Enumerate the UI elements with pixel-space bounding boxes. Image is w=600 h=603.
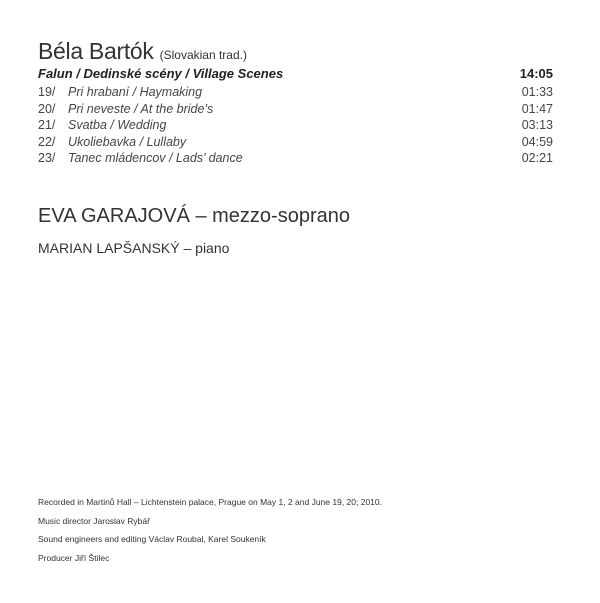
track-duration: 01:47 — [521, 101, 553, 116]
main-performer: EVA GARAJOVÁ – mezzo-soprano — [38, 205, 350, 227]
track-number: 20/ — [38, 101, 56, 116]
track-row — [38, 85, 553, 102]
credit-line: Sound engineers and editing Václav Roubal, Karel Soukeník — [38, 534, 266, 544]
track-row — [38, 135, 553, 152]
track-duration: 02:21 — [521, 151, 553, 165]
work-title: Falun / Dedinské scény / Village Scenes — [38, 66, 284, 81]
track-number: 23/ — [38, 151, 56, 165]
work-duration: 14:05 — [519, 66, 553, 81]
composer-note: (Slovakian trad.) — [159, 48, 247, 62]
track-title: Tanec mládencov / Lads’ dance — [68, 151, 243, 165]
track-row — [38, 151, 553, 168]
track-duration: 03:13 — [521, 118, 553, 132]
track-row — [38, 118, 553, 135]
track-duration: 01:33 — [521, 85, 553, 99]
composer-name: Béla Bartók — [38, 38, 154, 64]
track-list — [38, 85, 553, 168]
work-row — [38, 66, 553, 84]
track-number: 19/ — [38, 85, 56, 99]
track-title: Pri neveste / At the bride’s — [68, 101, 214, 116]
track-title: Pri hrabaní / Haymaking — [68, 85, 203, 99]
credit-line: Producer Jiří Štilec — [38, 552, 110, 563]
track-title: Svatba / Wedding — [68, 118, 167, 132]
credit-line: Recorded in Martinů Hall – Lichtenstein palace, Prague on May 1, 2 and June 19, 20; 2010. — [38, 497, 382, 507]
accompanist: MARIAN LAPŠANSKÝ – piano — [38, 240, 230, 256]
composer-heading — [38, 38, 247, 65]
credits-block — [38, 497, 382, 571]
credit-line: Music director Jaroslav Rybář — [38, 515, 150, 526]
track-number: 21/ — [38, 118, 56, 132]
track-row — [38, 102, 553, 119]
track-duration: 04:59 — [521, 134, 553, 149]
track-number: 22/ — [38, 134, 56, 149]
track-title: Ukoliebavka / Lullaby — [68, 134, 187, 149]
